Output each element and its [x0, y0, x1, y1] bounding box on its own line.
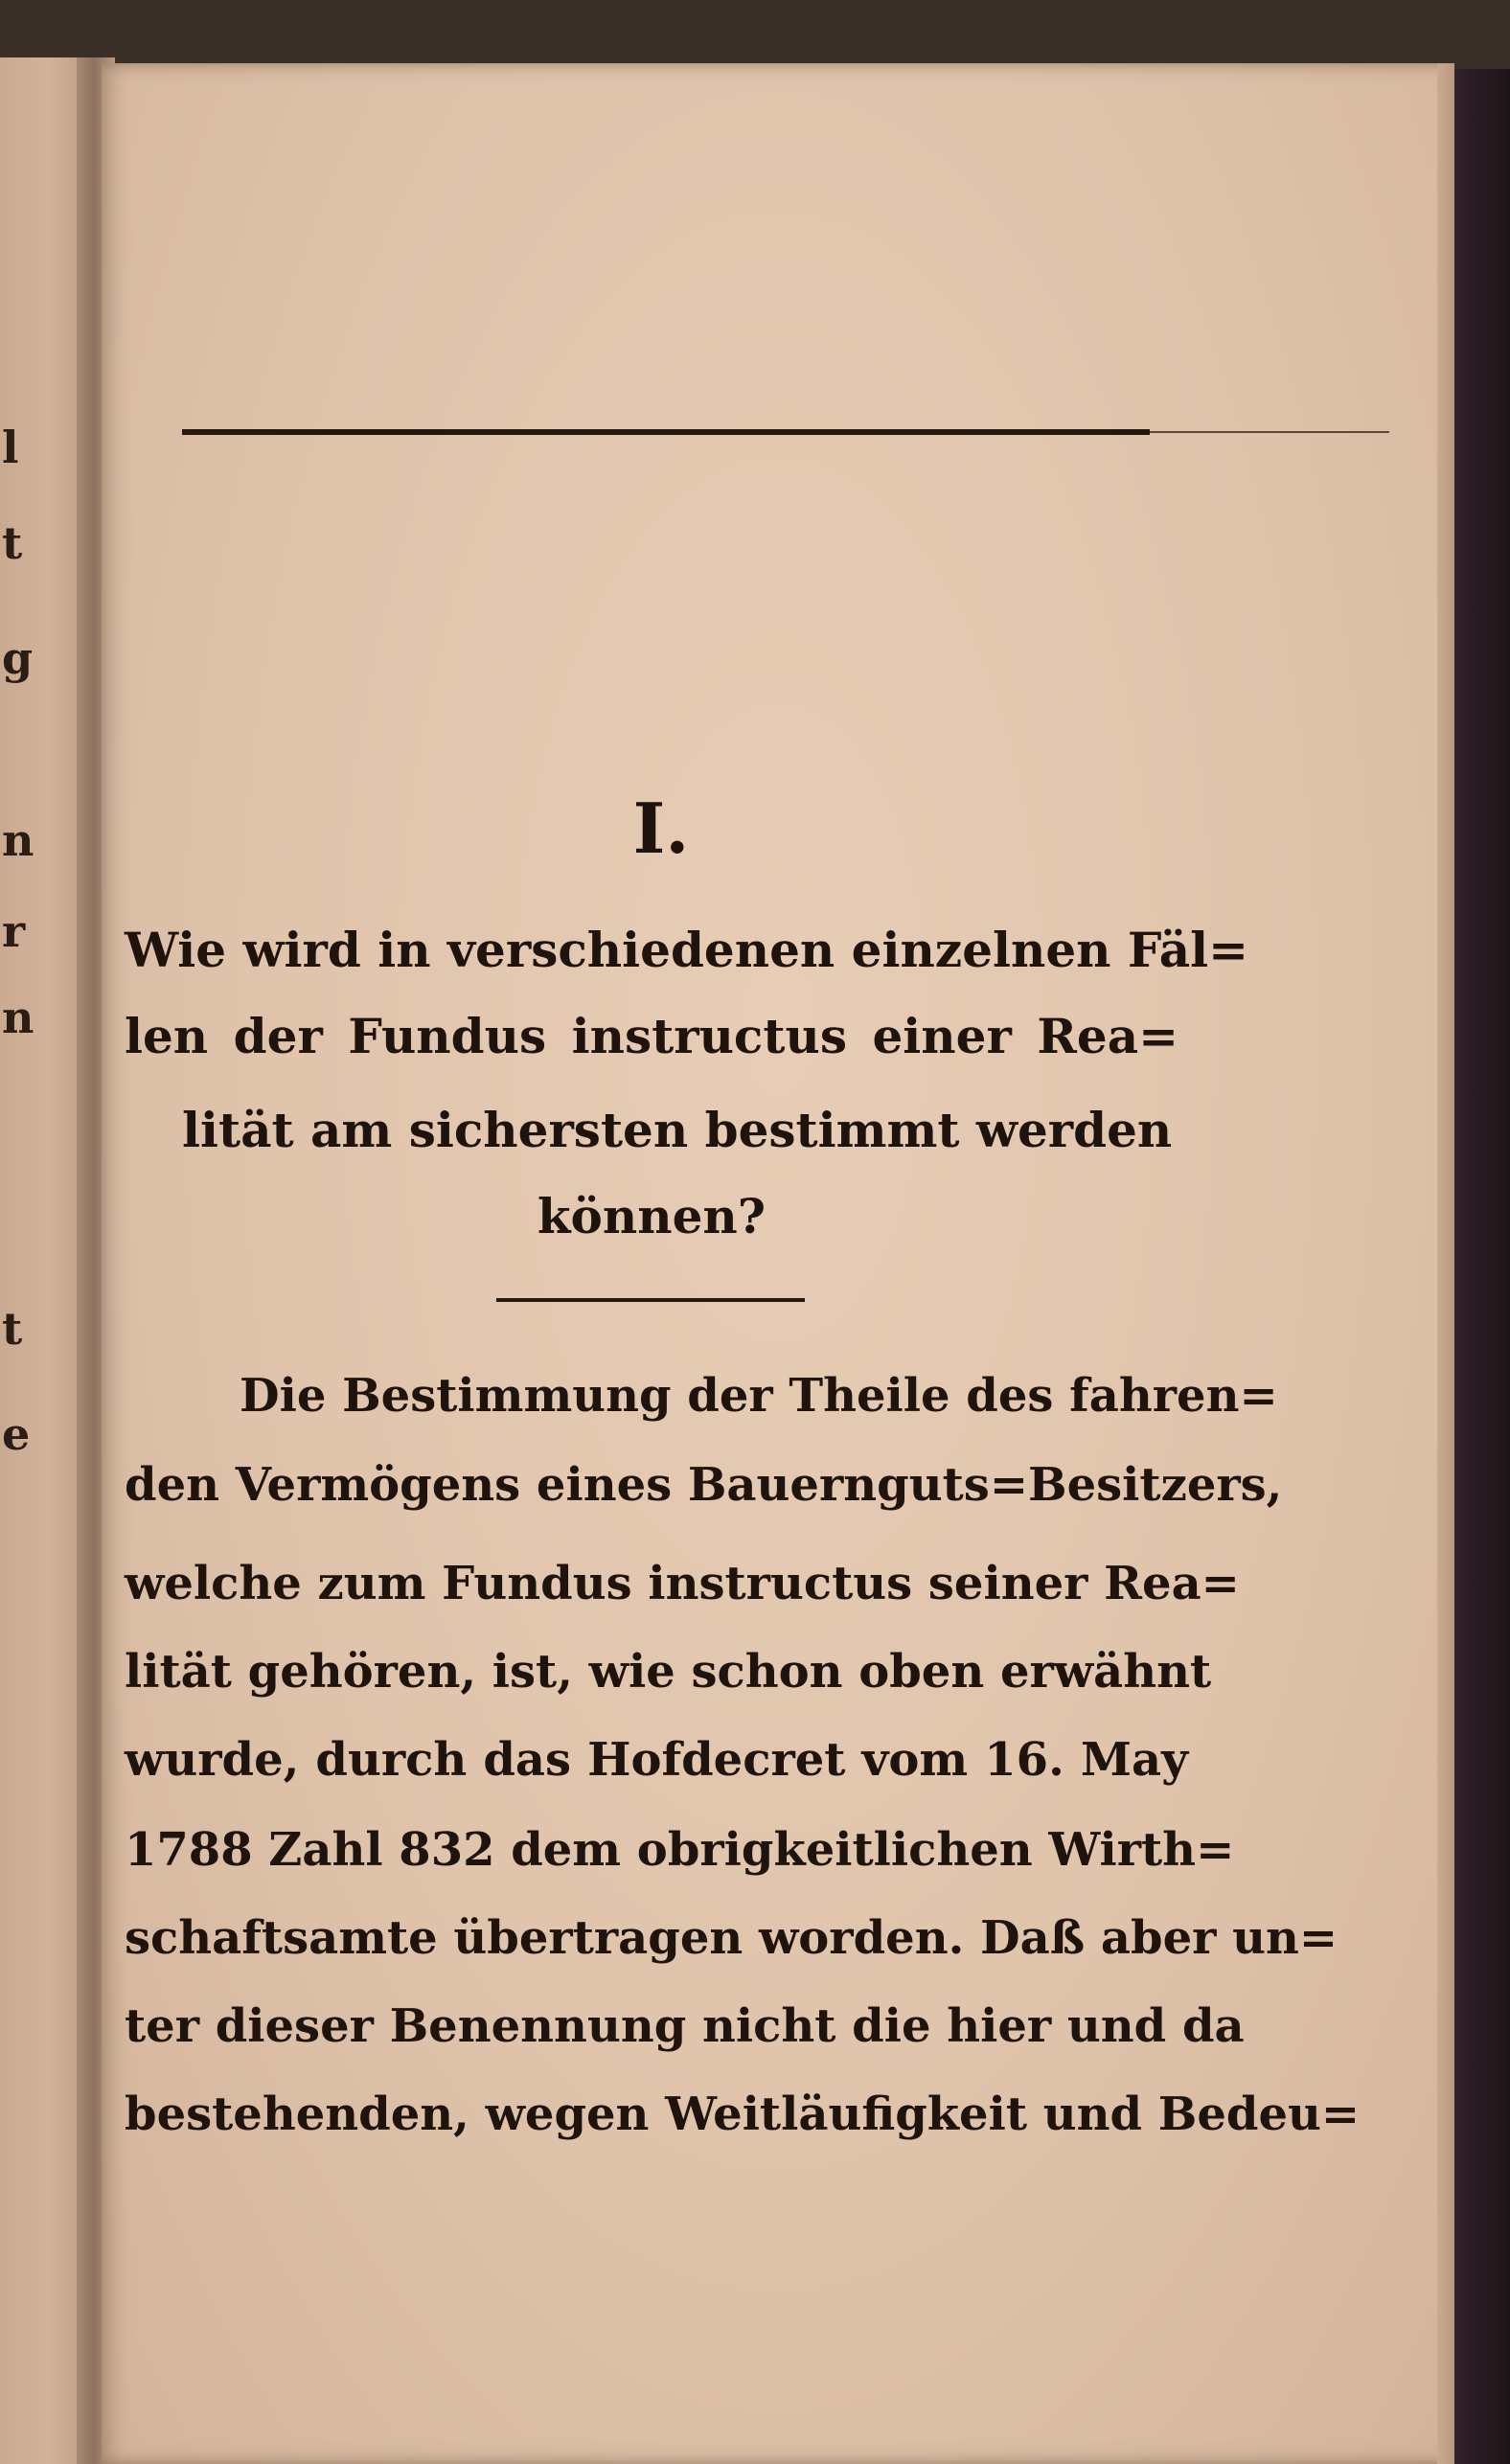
heading-line: len der Fundus instructus einer Rea=	[125, 1008, 1178, 1064]
section-rule	[496, 1298, 805, 1302]
left-page-fragment: t	[2, 1303, 23, 1355]
body-line: schaftsamte übertragen worden. Daß aber un=	[125, 1911, 1338, 1965]
left-page-fragment: n	[2, 814, 34, 866]
heading-line: lität am sichersten bestimmt werden	[182, 1102, 1173, 1158]
body-line: den Vermögens eines Bauernguts=Besitzers,	[125, 1458, 1283, 1512]
left-page-fragment: l	[2, 422, 19, 473]
left-page-fragment: r	[2, 905, 26, 957]
body-line: lität gehören, ist, wie schon oben erwähnt	[125, 1645, 1212, 1699]
body-line: 1788 Zahl 832 dem obrigkeitlichen Wirth=	[125, 1823, 1235, 1877]
body-line: welche zum Fundus instructus seiner Rea=	[125, 1557, 1240, 1610]
heading-line: können?	[537, 1188, 766, 1244]
left-page-fragment: e	[2, 1408, 31, 1460]
top-rule	[182, 429, 1150, 435]
body-line: Die Bestimmung der Theile des fahren=	[240, 1369, 1278, 1423]
book-cover-edge	[1447, 69, 1510, 2464]
left-page-fragment: g	[2, 632, 34, 684]
body-line: bestehenden, wegen Weitläufigkeit und Bedeu=	[125, 2088, 1361, 2141]
left-page-fragment: n	[2, 992, 34, 1043]
page-edge	[1437, 63, 1454, 2464]
left-page-fragment: t	[2, 517, 23, 569]
body-line: ter dieser Benennung nicht die hier und da	[125, 1999, 1245, 2053]
section-number: I.	[632, 787, 690, 869]
heading-line: Wie wird in verschiedenen einzelnen Fäl=	[125, 922, 1248, 978]
body-line: wurde, durch das Hofdecret vom 16. May	[125, 1733, 1188, 1787]
